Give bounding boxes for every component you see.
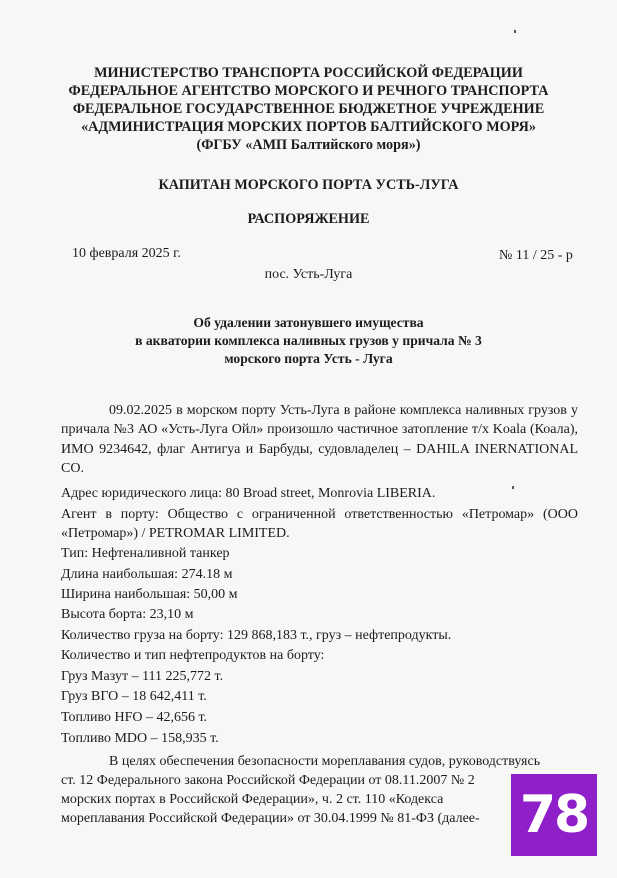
port-agent: Агент в порту: Общество с ограниченной ответственностью «Петромар» (ООО «Петромар») / PETROMAR LIMITED. bbox=[61, 507, 578, 542]
scan-speck bbox=[514, 30, 516, 33]
closing-line-3: морских портах в Российской Федерации», ч. 2 ст. 110 «Кодекса bbox=[61, 792, 444, 807]
intro-paragraph: 09.02.2025 в морском порту Усть-Луга в районе комплекса наливных грузов у причала №3 АО «Усть-Луга Ойл» произошло частичное затопление т/х Koala (Коала), ИМО 9234642, флаг Антигуа и Барбуды, судовладелец – DAHILA INERNATIONAL CO. bbox=[61, 403, 578, 477]
ministry-header bbox=[0, 64, 617, 154]
header-line-administration: «АДМИНИСТРАЦИЯ МОРСКИХ ПОРТОВ БАЛТИЙСКОГО МОРЯ» bbox=[81, 119, 536, 135]
subject-line-2: в акватории комплекса наливных грузов у причала № 3 bbox=[135, 333, 482, 348]
document-number: № 11 / 25 - р bbox=[499, 248, 573, 263]
spec-products-heading: Количество и тип нефтепродуктов на борту: bbox=[61, 648, 325, 663]
header-line-abbreviation: (ФГБУ «АМП Балтийского моря») bbox=[196, 137, 421, 153]
document-place: пос. Усть-Луга bbox=[264, 267, 353, 282]
closing-paragraph bbox=[61, 752, 578, 828]
spec-width: Ширина наибольшая: 50,00 м bbox=[61, 587, 238, 602]
closing-line-1: В целях обеспечения безопасности мореплавания судов, руководствуясь bbox=[109, 754, 541, 769]
subject-line-1: Об удалении затонувшего имущества bbox=[193, 315, 424, 330]
spec-fuel-oil: Груз Мазут – 111 225,772 т. bbox=[61, 669, 224, 684]
document-type: РАСПОРЯЖЕНИЕ bbox=[247, 211, 370, 227]
subject bbox=[0, 314, 617, 368]
spec-type: Тип: Нефтеналивной танкер bbox=[61, 546, 230, 561]
legal-address: Адрес юридического лица: 80 Broad street, Monrovia LIBERIA. bbox=[61, 486, 436, 501]
spec-length: Длина наибольшая: 274.18 м bbox=[61, 567, 233, 582]
closing-line-2: ст. 12 Федерального закона Российской Федерации от 08.11.2007 № 2 bbox=[61, 773, 475, 788]
spec-cargo: Количество груза на борту: 129 868,183 т., груз – нефтепродукты. bbox=[61, 628, 452, 643]
scan-speck bbox=[512, 486, 514, 489]
closing-line-4: мореплавания Российской Федерации» от 30.04.1999 № 81-ФЗ (далее- bbox=[61, 811, 480, 826]
channel-logo-badge: 78 bbox=[511, 774, 597, 856]
header-line-agency: ФЕДЕРАЛЬНОЕ АГЕНТСТВО МОРСКОГО И РЕЧНОГО ТРАНСПОРТА bbox=[68, 83, 549, 99]
spec-mdo: Топливо MDO – 158,935 т. bbox=[61, 731, 219, 746]
spec-hfo: Топливо HFO – 42,656 т. bbox=[61, 710, 208, 725]
subject-line-3: морского порта Усть - Луга bbox=[224, 351, 393, 366]
spec-vgo: Груз ВГО – 18 642,411 т. bbox=[61, 689, 207, 704]
document-date: 10 февраля 2025 г. bbox=[72, 246, 181, 261]
header-line-ministry: МИНИСТЕРСТВО ТРАНСПОРТА РОССИЙСКОЙ ФЕДЕРАЦИИ bbox=[94, 65, 523, 81]
spec-height: Высота борта: 23,10 м bbox=[61, 607, 194, 622]
header-line-institution: ФЕДЕРАЛЬНОЕ ГОСУДАРСТВЕННОЕ БЮДЖЕТНОЕ УЧРЕЖДЕНИЕ bbox=[72, 101, 545, 117]
captain-title: КАПИТАН МОРСКОГО ПОРТА УСТЬ-ЛУГА bbox=[158, 177, 459, 193]
